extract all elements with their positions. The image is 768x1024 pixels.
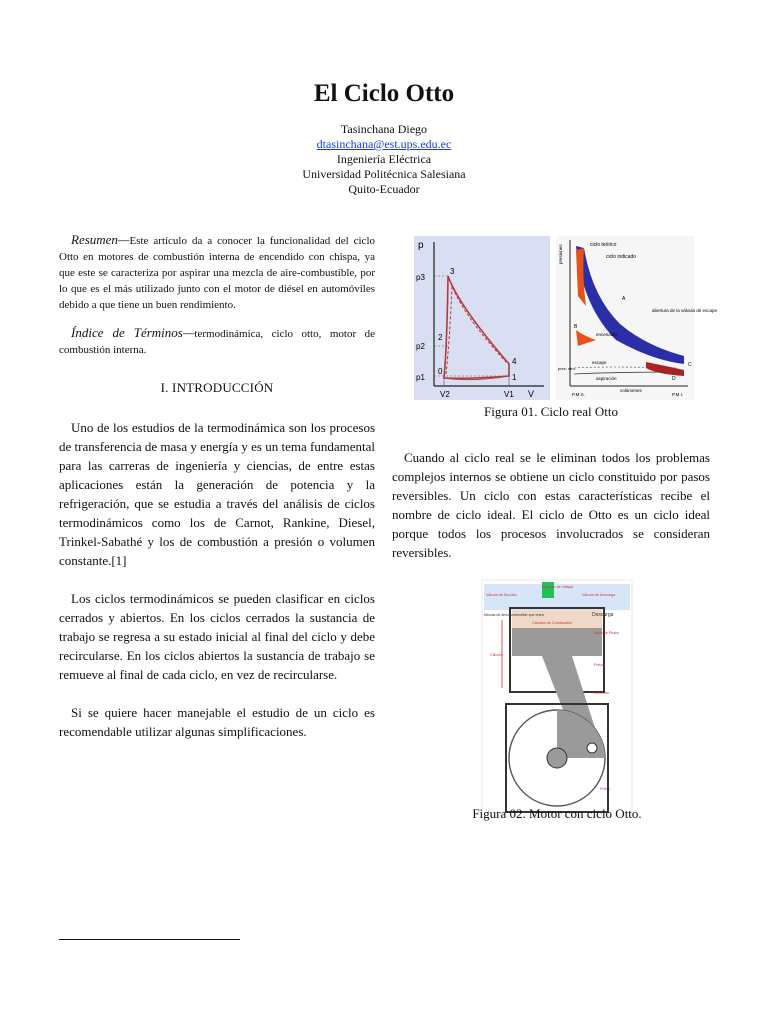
rc-label-b: B xyxy=(574,324,578,330)
engine-label-descarga: Descarga xyxy=(592,612,614,618)
engine-label-bujia: Inyector de chispa xyxy=(542,585,573,589)
engine-label-mezcla: Mezcla de aire/combustible que entra xyxy=(484,613,544,617)
section-heading-introduccion: I. INTRODUCCIÓN xyxy=(160,380,274,395)
engine-label-piston: Pistón xyxy=(594,663,605,667)
rc-label-escape: escape xyxy=(592,360,607,365)
author-department: Ingeniería Eléctrica xyxy=(336,152,432,166)
pv-label-v1: V1 xyxy=(504,390,514,399)
real-cycle-diagram xyxy=(556,236,718,400)
body-paragraph: Si se quiere hacer manejable el estudio de un ciclo es recomendable utilizar algunas simplificaciones. xyxy=(59,705,375,739)
rc-label-presiones: presiones xyxy=(558,244,563,264)
pv-axis-p-label: p xyxy=(418,240,424,251)
rc-label-abertura: abertura de la válvula de escape xyxy=(652,308,718,313)
rc-label-pmi: P.M.I. xyxy=(672,392,684,397)
pv-diagram xyxy=(414,236,550,400)
rc-label-encendido: encendido xyxy=(596,332,617,337)
index-terms xyxy=(59,325,375,358)
figure-1 xyxy=(392,232,718,400)
pv-point-4: 4 xyxy=(512,357,517,366)
body-paragraph: Los ciclos termodinámicos se pueden clasificar en ciclos cerrados y abiertos. En los ciclos cerrados la sustancia de trabajo se regresa a su estado inicial al final del ciclo y debe recircularse. En los ciclos abiertos la sustancia de trabajo se remueve al final de cada ciclo, en vez de recircularse. xyxy=(59,591,375,682)
real-cycle-graphic xyxy=(556,236,718,400)
engine-diagram-graphic xyxy=(482,580,632,816)
index-terms-text: termodinámica, ciclo otto, motor de combustión interna. xyxy=(59,328,376,356)
left-column xyxy=(59,232,375,741)
right-column xyxy=(392,232,718,818)
rc-label-volumenes: volúmenes xyxy=(620,388,642,393)
pv-point-1: 1 xyxy=(512,373,517,382)
paper-title: El Ciclo Otto xyxy=(313,80,455,107)
figure-2-caption: Figura 02. Motor con ciclo Otto. xyxy=(472,806,642,821)
figure-1-caption: Figura 01. Ciclo real Otto xyxy=(484,404,618,419)
figure-2 xyxy=(392,580,710,818)
pv-label-p1: p1 xyxy=(416,373,425,382)
rc-label-a: A xyxy=(622,296,626,302)
pv-point-3: 3 xyxy=(450,267,455,276)
rc-label-c: C xyxy=(688,362,692,368)
abstract-text: Este artículo da a conocer la funcionalidad del ciclo Otto en motores de combustión interna de encendido con chispa, ya que este se caracteriza por aspirar una mezcla de aire-combustible, por lo que es el más utilizado junto con el motor de diésel en automóviles debido a que tiene un buen rendimiento. xyxy=(59,235,375,311)
engine-label-descarga-valvula: Válvula de Descarga xyxy=(582,593,616,597)
footnote-rule xyxy=(59,939,240,940)
engine-label-anillo: Anillo de Pistón xyxy=(594,631,619,635)
author-block xyxy=(200,122,568,197)
rc-label-indicado: ciclo indicado xyxy=(606,254,637,260)
pv-label-v2: V2 xyxy=(440,390,450,399)
rc-label-aspiracion: aspiración xyxy=(596,376,617,381)
abstract-lead: Resumen— xyxy=(71,232,130,247)
pv-point-2: 2 xyxy=(438,333,443,342)
rc-label-pms: P.M.S. xyxy=(572,392,585,397)
rc-label-pres-atm: pres. atm. xyxy=(558,366,576,371)
engine-diagram xyxy=(482,580,632,816)
rc-label-d: D xyxy=(672,376,676,382)
body-paragraph: Cuando al ciclo real se le eliminan todos los problemas complejos internos se obtiene un ciclo constituido por pasos reversibles. Un ciclo con estas características recibe el nombre de ciclo ideal. El ciclo de Otto es un ciclo ideal porque todos los procesos involucrados se consideran reversibles. xyxy=(392,450,710,560)
author-email-link[interactable]: dtasinchana@est.ups.edu.ec xyxy=(316,137,452,151)
body-paragraph: Uno de los estudios de la termodinámica son los procesos de transferencia de masa y energía y es un tema fundamental para las carreras de ingeniería y ciencias, de entre estas aplicaciones están la generación de potencia y la refrigeración, que se estudia a través del análisis de ciclos termodinámicos como los de Carnot, Rankine, Diesel, Trinkel-Sabathé y los de combustión a presión o volumen constante.[1] xyxy=(59,420,375,568)
engine-label-polea: Polea xyxy=(600,787,610,791)
pv-label-p2: p2 xyxy=(416,342,425,351)
engine-label-camara: Cámara de Combustión xyxy=(532,621,573,625)
pv-axis-v-label: V xyxy=(528,389,535,399)
abstract xyxy=(59,232,375,313)
rc-label-teorico: ciclo teórico xyxy=(590,242,617,248)
author-university: Universidad Politécnica Salesiana xyxy=(302,167,466,181)
engine-label-cilindro: Cilindro xyxy=(490,653,503,657)
author-name: Tasinchana Diego xyxy=(340,122,428,136)
engine-label-succion: Válvula de Succión xyxy=(486,593,517,597)
engine-label-conector: Conector xyxy=(594,691,610,695)
pv-point-0: 0 xyxy=(438,367,443,376)
index-terms-lead: Índice de Términos— xyxy=(71,325,195,340)
pv-diagram-graphic xyxy=(414,236,550,400)
pv-label-p3: p3 xyxy=(416,273,425,282)
author-location: Quito-Ecuador xyxy=(348,182,420,196)
